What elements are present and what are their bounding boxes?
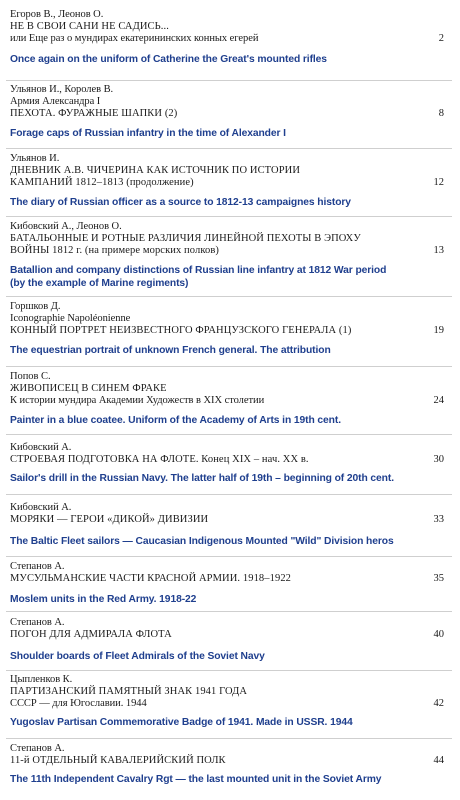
entry-subtitle: К истории мундира Академии Художеств в XIX столетии <box>10 395 265 406</box>
english-title: Yugoslav Partisan Commemorative Badge of 1941. Made in USSR. 1944 <box>10 717 353 728</box>
entry-title: ПЕХОТА. ФУРАЖНЫЕ ШАПКИ (2) <box>10 108 178 119</box>
toc-entry[interactable] <box>0 617 460 663</box>
divider <box>6 738 452 739</box>
entry-title: ПОГОН ДЛЯ АДМИРАЛА ФЛОТА <box>10 629 172 640</box>
entry-title: МУСУЛЬМАНСКИЕ ЧАСТИ КРАСНОЙ АРМИИ. 1918–1922 <box>10 573 292 584</box>
entry-series: Iconographie Napoléonienne <box>10 313 131 324</box>
english-title: The 11th Independent Cavalry Rgt — the last mounted unit in the Soviet Army <box>10 774 382 785</box>
english-title: Batallion and company distinctions of Russian line infantry at 1812 War period <box>10 265 387 276</box>
page-number: 13 <box>433 245 444 256</box>
english-title-continued: (by the example of Marine regiments) <box>10 278 189 289</box>
divider <box>6 434 452 435</box>
page-number: 2 <box>438 33 444 44</box>
english-title: The diary of Russian officer as a source to 1812-13 campaignes history <box>10 197 351 208</box>
toc-entry[interactable] <box>0 84 460 140</box>
page-number: 30 <box>433 454 444 465</box>
toc-entry[interactable] <box>0 674 460 729</box>
entry-author: Степанов А. <box>10 561 65 572</box>
divider <box>6 494 452 495</box>
entry-title: ДНЕВНИК А.В. ЧИЧЕРИНА КАК ИСТОЧНИК ПО ИСТОРИИ <box>10 165 301 176</box>
divider <box>6 216 452 217</box>
russian-entry-text <box>0 221 460 257</box>
entry-subtitle: или Еще раз о мундирах екатерининских конных егерей <box>10 33 259 44</box>
page-number: 42 <box>433 698 444 709</box>
toc-entry[interactable] <box>0 301 460 357</box>
english-title: Moslem units in the Red Army. 1918-22 <box>10 594 197 605</box>
entry-author: Кибовский А. <box>10 502 72 513</box>
toc-entry[interactable] <box>0 371 460 427</box>
toc-entry[interactable] <box>0 561 460 606</box>
russian-entry-text <box>0 674 460 710</box>
entry-author: Попов С. <box>10 371 51 382</box>
entry-title-continued: ВОЙНЫ 1812 г. (на примере морских полков) <box>10 245 220 256</box>
entry-author: Ульянов И., Королев В. <box>10 84 114 95</box>
entry-author: Цыпленков К. <box>10 674 73 685</box>
page-number: 8 <box>438 108 444 119</box>
russian-entry-text <box>0 153 460 189</box>
entry-subtitle: СССР — для Югославии. 1944 <box>10 698 147 709</box>
entry-author: Степанов А. <box>10 743 65 754</box>
entry-author: Горшков Д. <box>10 301 61 312</box>
toc-entry[interactable] <box>0 502 460 548</box>
english-title: The equestrian portrait of unknown French general. The attribution <box>10 345 331 356</box>
page-number: 12 <box>433 177 444 188</box>
entry-author: Кибовский А. <box>10 442 72 453</box>
divider <box>6 556 452 557</box>
page-number: 33 <box>433 514 444 525</box>
entry-title: СТРОЕВАЯ ПОДГОТОВКА НА ФЛОТЕ. Конец XIX – нач. XX в. <box>10 454 309 465</box>
toc-entry[interactable] <box>0 442 460 485</box>
russian-entry-text <box>0 561 460 585</box>
russian-entry-text <box>0 371 460 407</box>
english-title: Sailor's drill in the Russian Navy. The latter half of 19th – beginning of 20th cent. <box>10 473 394 484</box>
english-title: Shoulder boards of Fleet Admirals of the Soviet Navy <box>10 651 265 662</box>
russian-entry-text <box>0 617 460 641</box>
entry-author: Степанов А. <box>10 617 65 628</box>
entry-author: Егоров В., Леонов О. <box>10 9 104 20</box>
russian-entry-text <box>0 743 460 767</box>
entry-title: НЕ В СВОИ САНИ НЕ САДИСЬ... <box>10 21 169 32</box>
divider <box>6 670 452 671</box>
divider <box>6 296 452 297</box>
entry-title: ПАРТИЗАНСКИЙ ПАМЯТНЫЙ ЗНАК 1941 ГОДА <box>10 686 248 697</box>
entry-title: КОННЫЙ ПОРТРЕТ НЕИЗВЕСТНОГО ФРАНЦУЗСКОГО ГЕНЕРАЛА (1) <box>10 325 352 336</box>
page-number: 40 <box>433 629 444 640</box>
page-number: 19 <box>433 325 444 336</box>
toc-entry[interactable] <box>0 221 460 290</box>
russian-entry-text <box>0 84 460 120</box>
russian-entry-text <box>0 9 460 45</box>
english-title: Once again on the uniform of Catherine the Great's mounted rifles <box>10 54 327 65</box>
entry-title: БАТАЛЬОННЫЕ И РОТНЫЕ РАЗЛИЧИЯ ЛИНЕЙНОЙ ПЕХОТЫ В ЭПОХУ <box>10 233 361 244</box>
entry-author: Кибовский А., Леонов О. <box>10 221 122 232</box>
divider <box>6 148 452 149</box>
entry-subtitle: Армия Александра I <box>10 96 101 107</box>
divider <box>6 611 452 612</box>
entry-title-continued: КАМПАНИЙ 1812–1813 (продолжение) <box>10 177 194 188</box>
entry-title: 11-й ОТДЕЛЬНЫЙ КАВАЛЕРИЙСКИЙ ПОЛК <box>10 755 226 766</box>
page-number: 24 <box>433 395 444 406</box>
russian-entry-text <box>0 502 460 526</box>
toc-entry[interactable] <box>0 153 460 209</box>
russian-entry-text <box>0 301 460 337</box>
english-title: Painter in a blue coatee. Uniform of the Academy of Arts in 19th cent. <box>10 415 341 426</box>
entry-title: МОРЯКИ — ГЕРОИ «ДИКОЙ» ДИВИЗИИ <box>10 514 209 525</box>
english-title: The Baltic Fleet sailors — Caucasian Indigenous Mounted "Wild" Division heros <box>10 536 394 547</box>
page-number: 44 <box>433 755 444 766</box>
divider <box>6 366 452 367</box>
russian-entry-text <box>0 442 460 466</box>
english-title: Forage caps of Russian infantry in the time of Alexander I <box>10 128 286 139</box>
page-number: 35 <box>433 573 444 584</box>
toc-entry[interactable] <box>0 9 460 66</box>
divider <box>6 80 452 81</box>
toc-entry[interactable] <box>0 743 460 786</box>
entry-author: Ульянов И. <box>10 153 60 164</box>
entry-title: ЖИВОПИСЕЦ В СИНЕМ ФРАКЕ <box>10 383 167 394</box>
